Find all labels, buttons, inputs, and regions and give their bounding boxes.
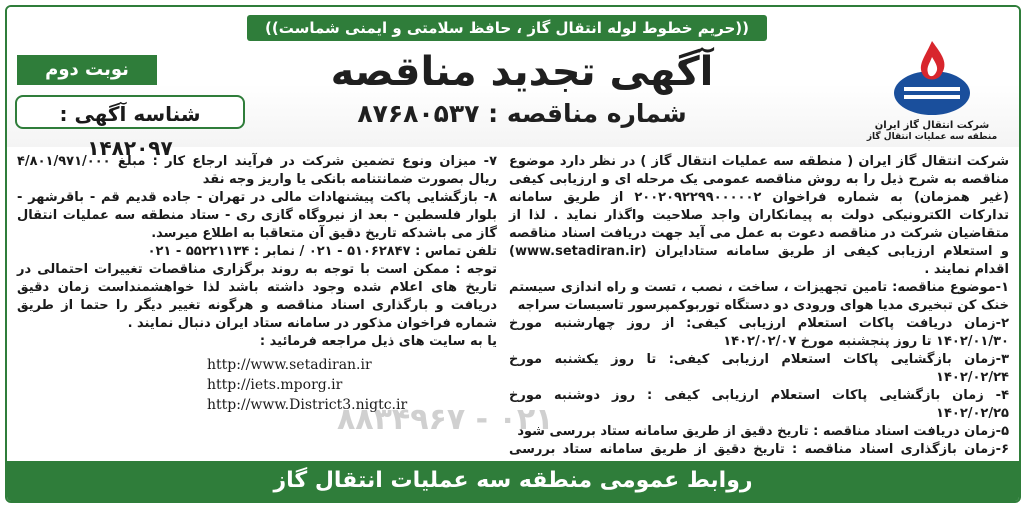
see-sites-label: یا به سایت های ذیل مراجعه فرمائید : xyxy=(259,334,497,349)
intro-paragraph: شرکت انتقال گاز ایران ( منطقه سه عملیات انتقال گاز ) در نظر دارد موضوع مناقصه به شرح ذیل را به روش مناقصه عمومی یک مرحله ای و ارزیابی کیفی (غیر همزمان) به شماره فراخوان ۲۰۰۲۰۹۲۲۹۹۰۰۰۰۰۲ از طریق سامانه تدارکات الکترونیکی دولت به پیمانکاران واجد صلاحیت واگذار نماید . لذا از متقاضیان شرکت در مناقصه دعوت به عمل می آید جهت دریافت اسناد مناقصه و استعلام ارزیابی کیفی از طریق سامانه ستادایران (www.setadiran.ir) اقدام نمایند . xyxy=(509,154,1009,277)
item-6: ۶-زمان بازگذاری اسناد مناقصه : تاریخ دقیق از طریق سامانه ستاد بررسی xyxy=(509,442,1009,457)
footer-public-relations: روابط عمومی منطقه سه عملیات انتقال گاز xyxy=(7,461,1019,501)
contact-phone: تلفن تماس : ۵۱۰۶۲۸۴۷ - ۰۲۱ / نمابر : ۵۵۲۲۱۱۳۴ - ۰۲۱ xyxy=(147,244,497,259)
body-right-column xyxy=(509,153,1009,477)
logo-region-name: منطقه سه عملیات انتقال گاز xyxy=(866,132,998,142)
item-5: ۵-زمان دریافت اسناد مناقصه : تاریخ دقیق از طریق سامانه ستاد بررسی شود xyxy=(517,424,1009,439)
item-7: ۷- میزان ونوع تضمین شرکت در فرآیند ارجاع کار : مبلغ ۴/۸۰۱/۹۷۱/۰۰۰ ریال بصورت ضمانتنامه بانکی یا واریز وجه نقد xyxy=(17,154,497,187)
link-district3[interactable]: http://www.District3.nigtc.ir xyxy=(207,397,408,413)
link-iets[interactable]: http://iets.mporg.ir xyxy=(207,377,343,393)
item-3: ۳-زمان بازگشایی پاکات استعلام ارزیابی کیفی: تا روز یکشنبه مورخ ۱۴۰۲/۰۲/۲۴ xyxy=(509,352,1009,385)
tender-number: شماره مناقصه : ۸۷۶۸۰۵۳۷ xyxy=(357,99,687,128)
safety-slogan: ((حریم خطوط لوله انتقال گاز ، حافظ سلامتی و ایمنی شماست)) xyxy=(247,15,767,41)
logo-company-name: شرکت انتقال گاز ایران xyxy=(874,120,990,131)
watermark-phone: ۰۲۱ - ۸۸۳۴۹۶۷ xyxy=(337,402,554,437)
company-logo xyxy=(857,35,1007,142)
body-left-column xyxy=(17,153,497,415)
item-4: ۴- زمان بازگشایی پاکات استعلام ارزیابی کیفی : روز دوشنبه مورخ ۱۴۰۲/۰۲/۲۵ xyxy=(509,388,1009,421)
item-8: ۸- بازگشایی پاکت پیشنهادات مالی در تهران - جاده قدیم قم - باقرشهر - بلوار فلسطین - بعد از نیروگاه گازی ری - ستاد منطقه سه عملیات انتقال گاز می باشدکه تاریخ دقیق آن متعاقبا به اطلاع میرسد. xyxy=(17,190,497,241)
item-2: ۲-زمان دریافت پاکات استعلام ارزیابی کیفی: از روز چهارشنبه مورخ ۱۴۰۲/۰۱/۳۰ تا روز پنجشنبه مورخ ۱۴۰۲/۰۲/۰۷ xyxy=(509,316,1009,349)
tender-notice xyxy=(5,5,1021,503)
date-change-note: توجه : ممکن است با توجه به روند برگزاری مناقصات تغییرات احتمالی در تاریخ های اعلام شده وجود داشته باشد لذا خواهشمنداست زمان دقیق دریافت و بارگذاری اسناد مناقصه و هرگونه تغییر دیگر را حتما از طریق شماره فراخوان مذکور در سامانه ستاد ایران دنبال نمایند . xyxy=(17,262,497,331)
link-setadiran[interactable]: http://www.setadiran.ir xyxy=(207,357,372,373)
gas-flame-icon xyxy=(857,35,1007,119)
notice-title: آگهی تجدید مناقصه xyxy=(330,49,714,95)
ad-id-box: شناسه آگهی : ۱۴۸۲۰۹۷ xyxy=(15,95,245,129)
round-badge: نوبت دوم xyxy=(17,55,157,85)
item-1: ۱-موضوع مناقصه: تامین تجهیزات ، ساخت ، نصب ، تست و راه اندازی سیستم خنک کن تبخیری مدیا هوای ورودی دو دستگاه توربوکمپرسور تاسیسات سراجه xyxy=(509,280,1009,313)
